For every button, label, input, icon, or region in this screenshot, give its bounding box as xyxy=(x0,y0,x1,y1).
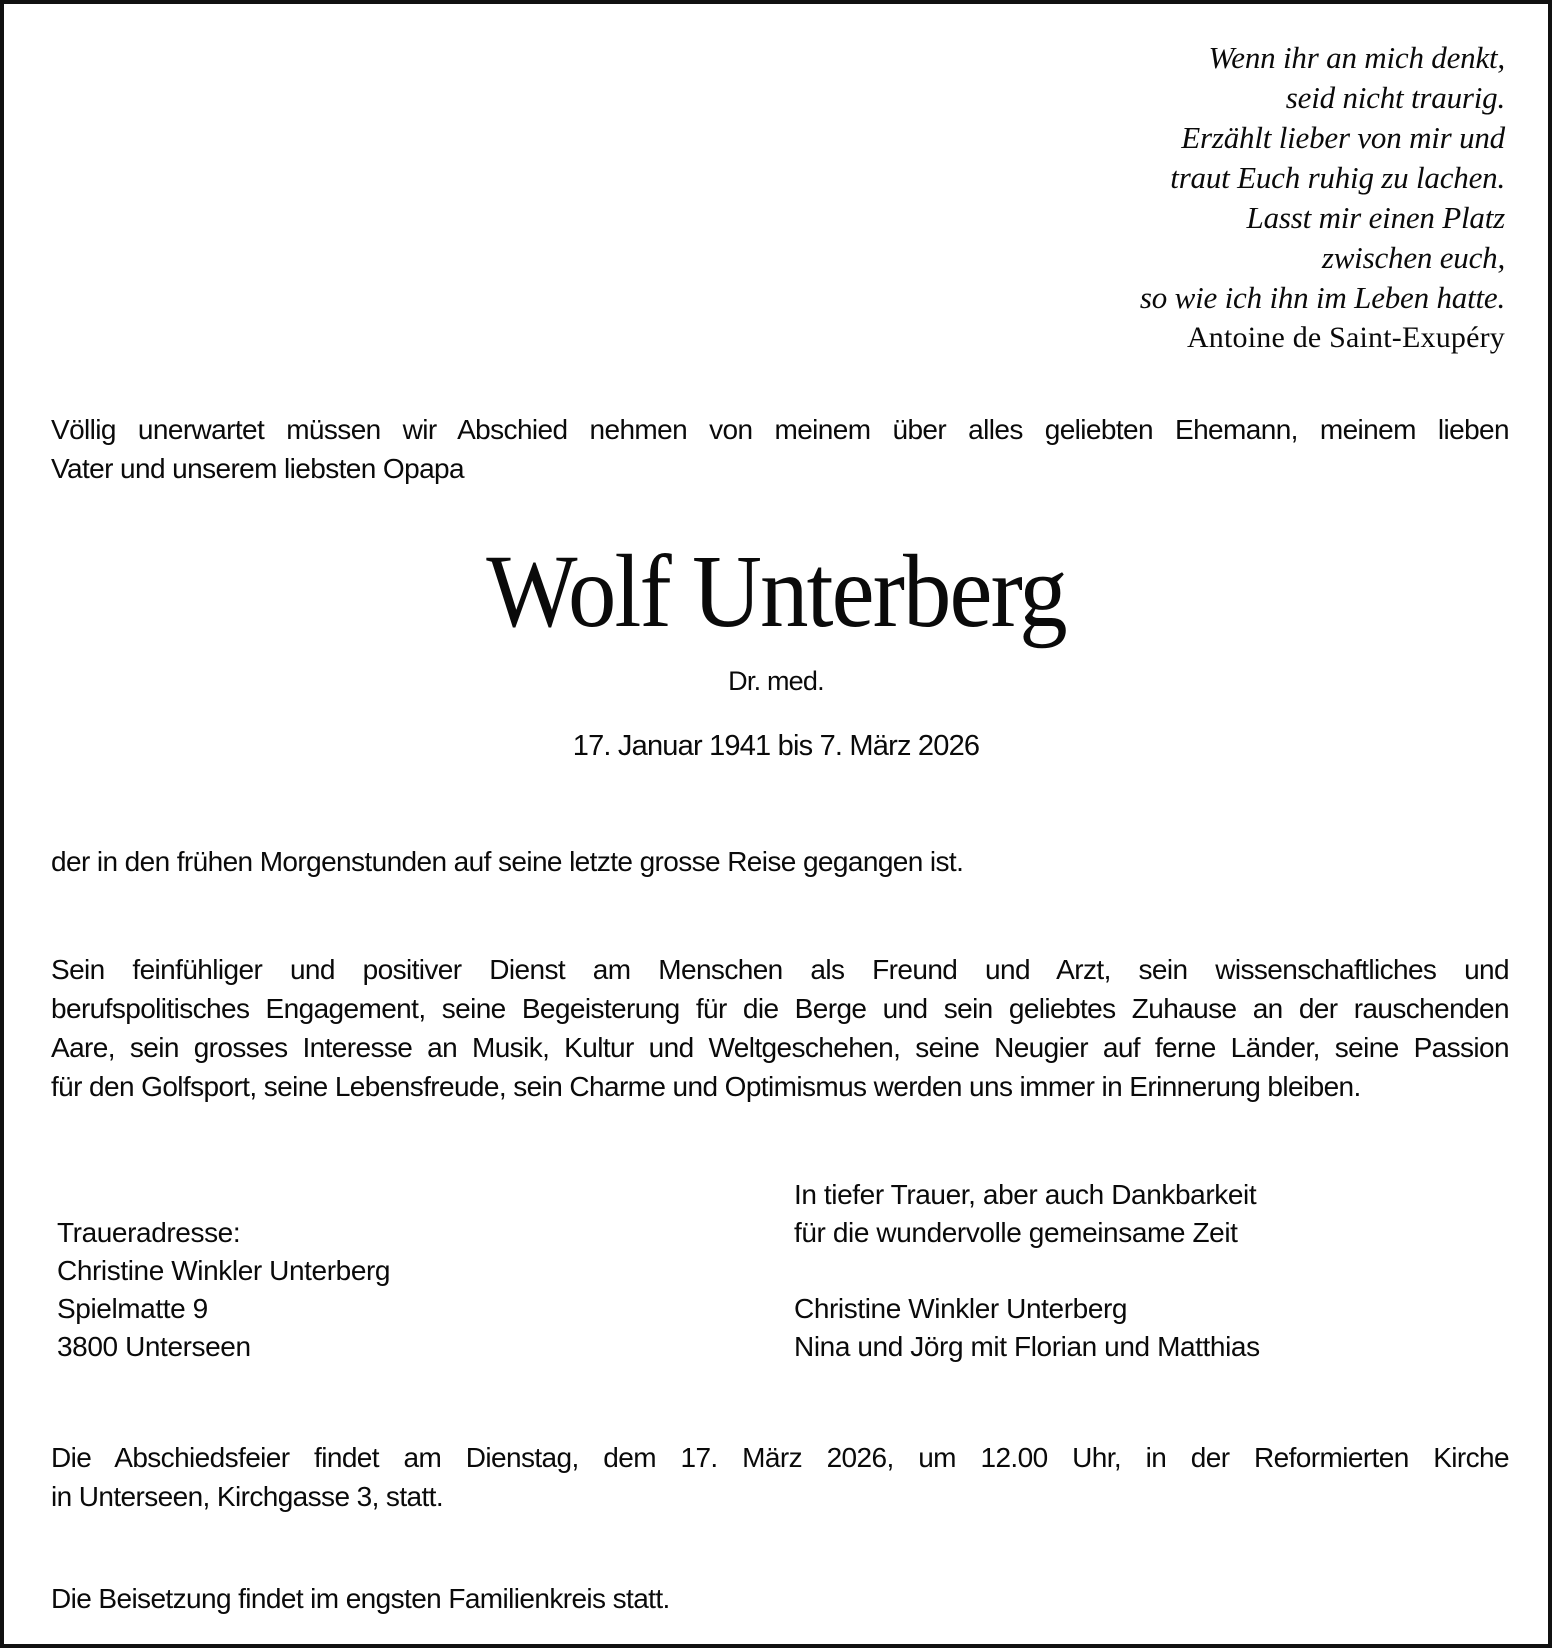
mourner-name: Christine Winkler Unterberg xyxy=(794,1293,1128,1324)
tribute-line: Sein feinfühliger und positiver Dienst am Menschen als Freund und Arzt, sein wissenschaftliches und xyxy=(51,954,1509,985)
tribute-line: Aare, sein grosses Interesse an Musik, Kultur und Weltgeschehen, seine Neugier auf ferne Länder, seine Passion xyxy=(51,1032,1509,1063)
closing-line: für die wundervolle gemeinsame Zeit xyxy=(794,1217,1238,1248)
tribute-line: berufspolitisches Engagement, seine Begeisterung für die Berge und sein geliebtes Zuhause an der rauschenden xyxy=(51,993,1509,1024)
deceased-name: Wolf Unterberg xyxy=(486,534,1066,649)
poem-author: Antoine de Saint-Exupéry xyxy=(1186,321,1505,354)
poem-line: traut Euch ruhig zu lachen. xyxy=(1170,160,1505,195)
poem-line: Erzählt lieber von mir und xyxy=(1181,120,1505,155)
mourners-block xyxy=(794,1176,1260,1366)
deceased-title: Dr. med. xyxy=(728,666,824,696)
mourning-address xyxy=(57,1214,390,1366)
spacer xyxy=(794,1252,1260,1290)
address-city: 3800 Unterseen xyxy=(57,1331,251,1362)
poem-quote xyxy=(1140,38,1505,358)
poem-line: Wenn ihr an mich denkt, xyxy=(1208,40,1505,75)
life-dates: 17. Januar 1941 bis 7. März 2026 xyxy=(572,730,980,762)
tribute-paragraph xyxy=(51,950,1509,1106)
tribute-line: für den Golfsport, seine Lebensfreude, sein Charme und Optimismus werden uns immer in Erinnerung bleiben. xyxy=(51,1071,1361,1102)
departure-line: der in den frühen Morgenstunden auf seine letzte grosse Reise gegangen ist. xyxy=(51,846,964,877)
mourner-name: Nina und Jörg mit Florian und Matthias xyxy=(794,1331,1260,1362)
burial-notice: Die Beisetzung findet im engsten Familienkreis statt. xyxy=(51,1583,670,1614)
poem-line: Lasst mir einen Platz xyxy=(1246,200,1505,235)
ceremony-line: Die Abschiedsfeier findet am Dienstag, dem 17. März 2026, um 12.00 Uhr, in der Reformierten Kirche xyxy=(51,1442,1509,1473)
poem-line: so wie ich ihn im Leben hatte. xyxy=(1139,280,1505,315)
address-label: Traueradresse: xyxy=(57,1217,241,1248)
address-name: Christine Winkler Unterberg xyxy=(57,1255,391,1286)
ceremony-line: in Unterseen, Kirchgasse 3, statt. xyxy=(51,1481,444,1512)
poem-line: zwischen euch, xyxy=(1321,240,1505,275)
address-street: Spielmatte 9 xyxy=(57,1293,208,1324)
poem-line: seid nicht traurig. xyxy=(1285,80,1505,115)
closing-line: In tiefer Trauer, aber auch Dankbarkeit xyxy=(794,1179,1257,1210)
intro-line: Völlig unerwartet müssen wir Abschied nehmen von meinem über alles geliebten Ehemann, meinem lieben xyxy=(51,414,1509,445)
ceremony-notice xyxy=(51,1438,1509,1516)
intro-paragraph xyxy=(51,410,1509,488)
intro-line: Vater und unserem liebsten Opapa xyxy=(51,453,464,484)
